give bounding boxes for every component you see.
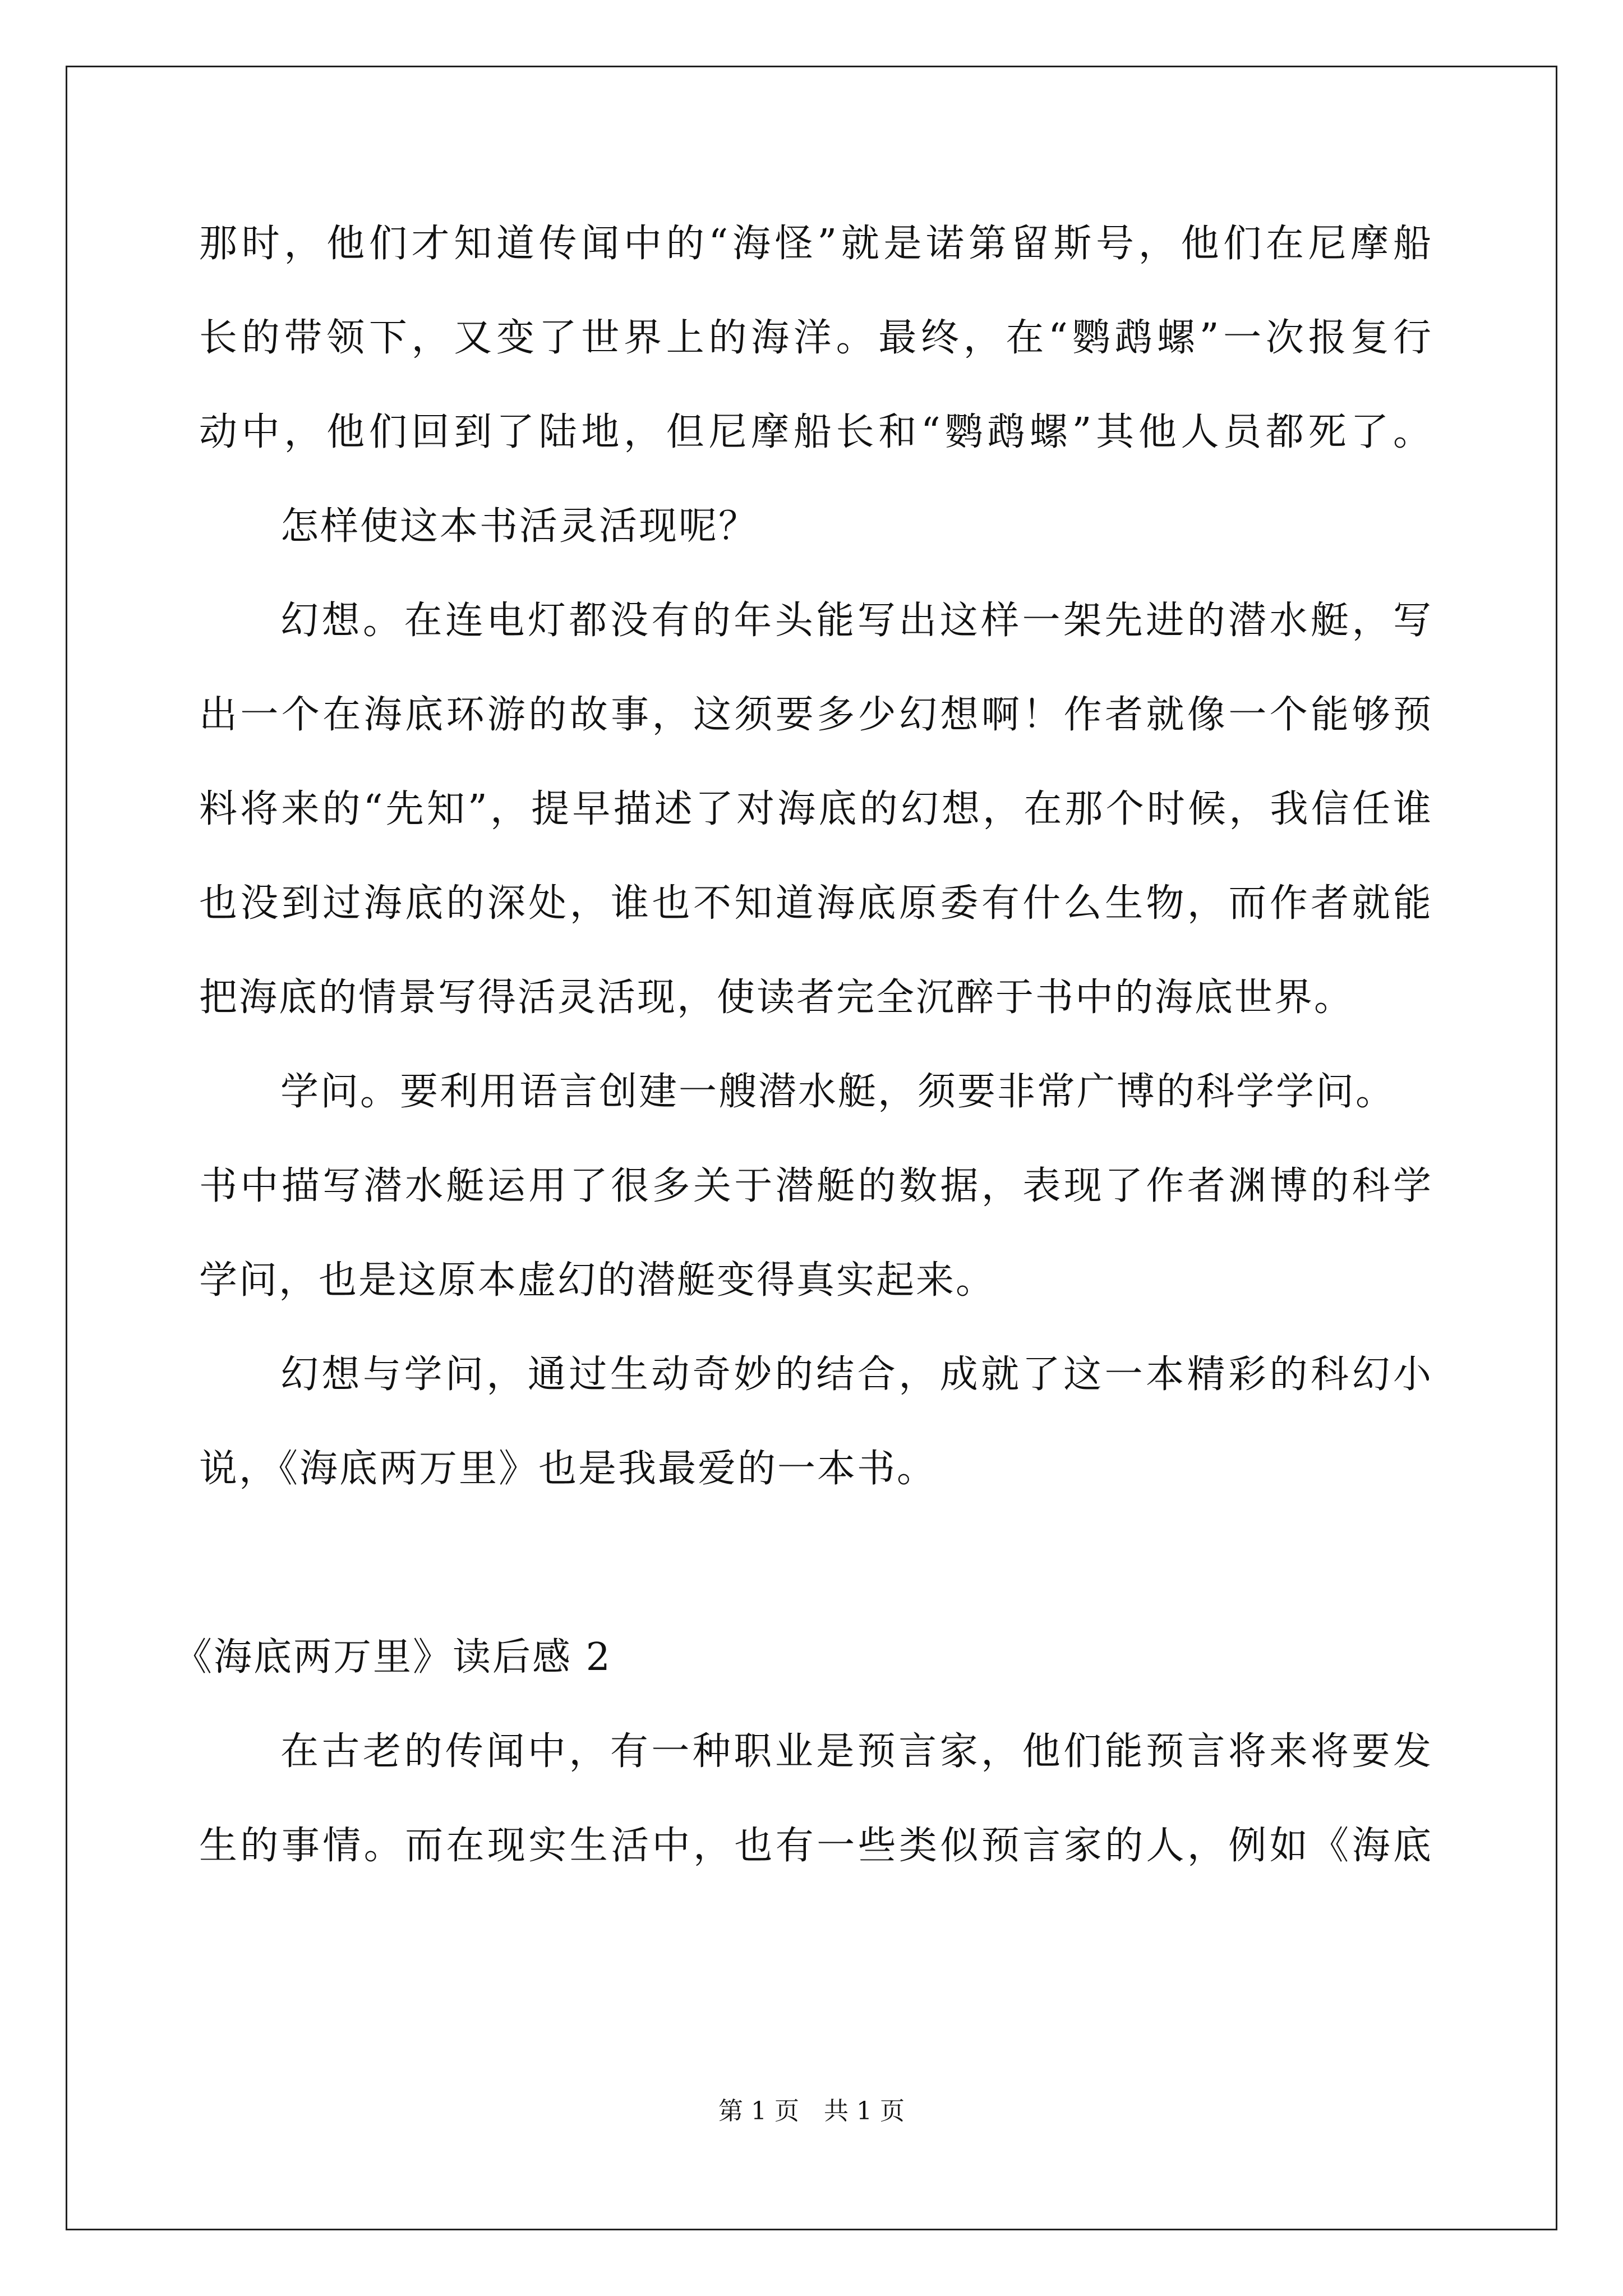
text-line: 料将来的“先知”，提早描述了对海底的幻想，在那个时候，我信任谁 xyxy=(199,787,1433,831)
text-line: 出一个在海底环游的故事，这须要多少幻想啊！作者就像一个能够预 xyxy=(199,693,1433,737)
text-line: 动中，他们回到了陆地，但尼摩船长和“鹦鹉螺”其他人员都死了。 xyxy=(199,410,1433,454)
text-line: 那时，他们才知道传闻中的“海怪”就是诺第留斯号，他们在尼摩船 xyxy=(199,222,1433,266)
text-line: 说，《海底两万里》也是我最爱的一本书。 xyxy=(199,1447,937,1491)
text-line: 怎样使这本书活灵活现呢？ xyxy=(280,504,759,549)
text-line: 生的事情。而在现实生活中，也有一些类似预言家的人，例如《海底 xyxy=(199,1824,1433,1868)
page-footer: 第 1 页 共 1 页 xyxy=(718,2097,905,2125)
text-line: 长的带领下，又变了世界上的海洋。最终，在“鹦鹉螺”一次报复行 xyxy=(199,316,1433,360)
text-line: 也没到过海底的深处，谁也不知道海底原委有什么生物，而作者就能 xyxy=(199,881,1433,926)
page-border xyxy=(66,66,1557,2230)
section-heading: 《海底两万里》读后感 2 xyxy=(174,1635,612,1680)
text-line: 幻想与学问，通过生动奇妙的结合，成就了这一本精彩的科幻小 xyxy=(280,1352,1433,1397)
text-line: 学问。要利用语言创建一艘潜水艇，须要非常广博的科学学问。 xyxy=(280,1070,1396,1114)
text-line: 书中描写潜水艇运用了很多关于潜艇的数据，表现了作者渊博的科学 xyxy=(199,1164,1433,1208)
text-line: 在古老的传闻中，有一种职业是预言家，他们能预言将来将要发 xyxy=(280,1729,1433,1774)
text-line: 把海底的情景写得活灵活现，使读者完全沉醉于书中的海底世界。 xyxy=(199,976,1354,1020)
text-line: 学问，也是这原本虚幻的潜艇变得真实起来。 xyxy=(199,1258,996,1303)
text-line: 幻想。在连电灯都没有的年头能写出这样一架先进的潜水艇，写 xyxy=(280,599,1433,643)
